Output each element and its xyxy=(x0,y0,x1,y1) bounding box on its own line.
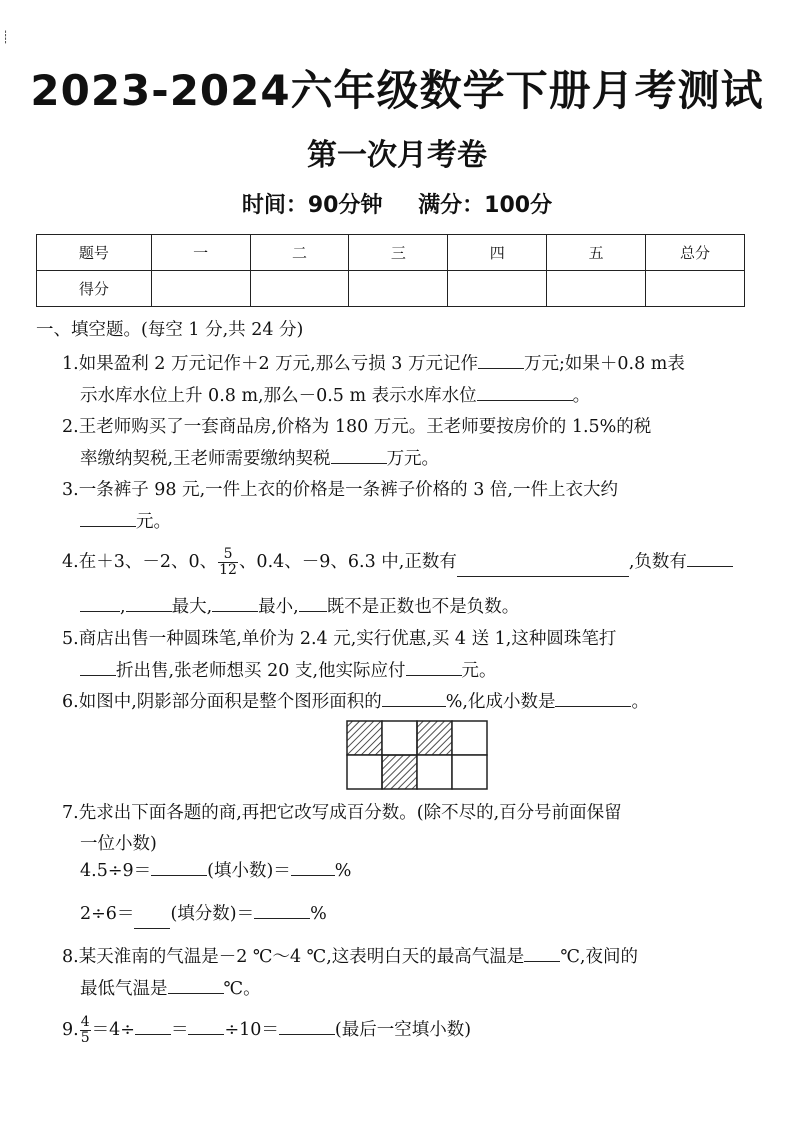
q6-text: 6.如图中,阴影部分面积是整个图形面积的 xyxy=(62,692,382,712)
question-6-line-1 xyxy=(62,686,649,719)
score-input-cell[interactable] xyxy=(151,271,250,307)
q2-text: 率缴纳契税,王老师需要缴纳契税 xyxy=(80,449,331,469)
q4-blank-positive[interactable] xyxy=(457,556,629,577)
q1-blank-1[interactable] xyxy=(478,348,524,369)
q8-text: 最低气温是 xyxy=(80,979,168,999)
q7-blank-percent-2[interactable] xyxy=(254,898,310,919)
question-7-line-3 xyxy=(80,855,351,888)
q9-blank-2[interactable] xyxy=(188,1014,224,1035)
question-5-line-1: 5.商店出售一种圆珠笔,单价为 2.4 元,实行优惠,买 4 送 1,这种圆珠笔打 xyxy=(62,629,617,649)
q3-text: 元。 xyxy=(136,512,171,532)
q1-text: 万元;如果＋0.8 m表 xyxy=(523,354,685,374)
binding-mark: ┊ xyxy=(2,30,10,44)
question-5-line-2 xyxy=(80,655,497,688)
q7-text: % xyxy=(310,904,327,924)
grid-cell-empty xyxy=(382,721,417,755)
question-8-line-2 xyxy=(80,973,261,1006)
q8-blank-low[interactable] xyxy=(168,973,224,994)
q4-fraction-numerator: 5 xyxy=(218,547,238,563)
q8-text: ℃,夜间的 xyxy=(560,947,638,967)
grid-cell-shaded xyxy=(382,755,417,789)
question-4-line-1 xyxy=(62,546,733,579)
q4-text: 最大, xyxy=(171,597,213,617)
q9-text: 9. xyxy=(62,1020,79,1040)
q7-text: 2÷6＝ xyxy=(80,904,135,924)
q4-text: , xyxy=(120,597,126,617)
q9-fraction xyxy=(80,1015,91,1046)
question-2-line-2 xyxy=(80,443,439,476)
score-row-label: 得分 xyxy=(37,271,152,307)
score-header-cell: 三 xyxy=(349,235,448,271)
q7-text: (填分数)＝ xyxy=(170,904,255,924)
section1-heading: 一、填空题。(每空 1 分,共 24 分) xyxy=(36,320,304,340)
q4-blank-max[interactable] xyxy=(126,591,172,612)
score-table-header-row xyxy=(37,235,745,271)
q7-text: 4.5÷9＝ xyxy=(80,861,152,881)
q5-blank-pay[interactable] xyxy=(406,655,462,676)
score-header-cell: 一 xyxy=(151,235,250,271)
q9-text: (最后一空填小数) xyxy=(334,1020,472,1040)
q8-text: 8.某天淮南的气温是－2 ℃～4 ℃,这表明白天的最高气温是 xyxy=(62,947,525,967)
q8-text: ℃。 xyxy=(223,979,261,999)
q1-blank-2[interactable] xyxy=(477,380,573,401)
q4-blank-neither[interactable] xyxy=(299,591,327,612)
question-9-line-1 xyxy=(62,1014,471,1047)
q7-blank-percent-1[interactable] xyxy=(291,855,335,876)
q4-fraction-denominator: 12 xyxy=(219,562,237,578)
score-table xyxy=(36,234,745,307)
q9-text: ÷10＝ xyxy=(224,1020,279,1040)
question-1-line-2 xyxy=(80,380,590,413)
q4-text: 最小, xyxy=(258,597,299,617)
grid-cell-shaded xyxy=(417,721,452,755)
q9-blank-3[interactable] xyxy=(279,1014,335,1035)
q8-blank-high[interactable] xyxy=(524,941,560,962)
grid-cell-empty xyxy=(417,755,452,789)
q3-blank[interactable] xyxy=(80,506,136,527)
q7-text: % xyxy=(334,861,352,881)
q4-blank-min[interactable] xyxy=(212,591,258,612)
exam-time: 时间：90分钟 xyxy=(241,193,383,218)
q2-text: 万元。 xyxy=(386,449,440,469)
q7-text: (填小数)＝ xyxy=(207,861,291,881)
score-header-cell: 二 xyxy=(250,235,349,271)
q6-blank-percent[interactable] xyxy=(382,686,446,707)
exam-time-score-line xyxy=(0,188,794,219)
question-7-line-2: 一位小数) xyxy=(80,834,157,854)
question-7-line-4 xyxy=(80,898,327,931)
score-header-cell: 四 xyxy=(448,235,547,271)
score-header-cell: 五 xyxy=(547,235,646,271)
q1-text: 1.如果盈利 2 万元记作＋2 万元,那么亏损 3 万元记作 xyxy=(62,354,478,374)
grid-cell-empty xyxy=(452,755,487,789)
question-7-line-1: 7.先求出下面各题的商,再把它改写成百分数。(除不尽的,百分号前面保留 xyxy=(62,803,622,823)
score-input-cell[interactable] xyxy=(250,271,349,307)
question-8-line-1 xyxy=(62,941,638,974)
q9-fraction-numerator: 4 xyxy=(80,1014,90,1030)
grid-cell-empty xyxy=(452,721,487,755)
q5-text: 折出售,张老师想买 20 支,他实际应付 xyxy=(116,661,406,681)
score-table-score-row xyxy=(37,271,745,307)
q9-blank-1[interactable] xyxy=(135,1014,171,1035)
score-input-cell[interactable] xyxy=(448,271,547,307)
q4-blank-negative-cont[interactable] xyxy=(80,591,120,612)
question-2-line-1: 2.王老师购买了一套商品房,价格为 180 万元。王老师要按房价的 1.5%的税 xyxy=(62,417,652,437)
score-input-cell[interactable] xyxy=(547,271,646,307)
q4-blank-negative[interactable] xyxy=(687,546,733,567)
score-input-cell[interactable] xyxy=(646,271,745,307)
q4-fraction xyxy=(218,547,238,578)
q7-blank-decimal[interactable] xyxy=(151,855,207,876)
q7-blank-fraction[interactable] xyxy=(134,908,170,929)
exam-title: 2023-2024六年级数学下册月考测试 xyxy=(30,66,764,115)
q4-text: 、0.4、－9、6.3 中,正数有 xyxy=(238,552,457,572)
q1-text: 示水库水位上升 0.8 m,那么－0.5 m 表示水库水位 xyxy=(80,386,477,406)
exam-full-score: 满分：100分 xyxy=(418,193,553,218)
question-3-line-1: 3.一条裤子 98 元,一件上衣的价格是一条裤子价格的 3 倍,一件上衣大约 xyxy=(62,480,618,500)
score-input-cell[interactable] xyxy=(349,271,448,307)
score-header-cell: 题号 xyxy=(37,235,152,271)
q2-blank[interactable] xyxy=(331,443,387,464)
q1-text: 。 xyxy=(572,386,591,406)
score-header-cell: 总分 xyxy=(646,235,745,271)
q4-text: 既不是正数也不是负数。 xyxy=(326,597,520,617)
q6-text: %,化成小数是 xyxy=(445,692,556,712)
grid-cell-empty xyxy=(347,755,382,789)
q9-text: ＝4÷ xyxy=(91,1020,135,1040)
grid-cell-shaded xyxy=(347,721,382,755)
q4-text: 4.在＋3、－2、0、 xyxy=(62,552,218,572)
q6-text: 。 xyxy=(631,692,649,712)
exam-subtitle: 第一次月考卷 xyxy=(307,138,487,173)
question-4-line-2 xyxy=(80,591,519,624)
shaded-grid-figure xyxy=(346,720,488,790)
q4-text: ,负数有 xyxy=(628,552,687,572)
q9-text: ＝ xyxy=(170,1020,189,1040)
question-3-line-2 xyxy=(80,506,171,539)
question-1-line-1 xyxy=(62,348,685,381)
q6-blank-decimal[interactable] xyxy=(555,686,631,707)
q9-fraction-denominator: 5 xyxy=(80,1030,90,1046)
q5-text: 元。 xyxy=(461,661,497,681)
q5-blank-discount[interactable] xyxy=(80,655,116,676)
